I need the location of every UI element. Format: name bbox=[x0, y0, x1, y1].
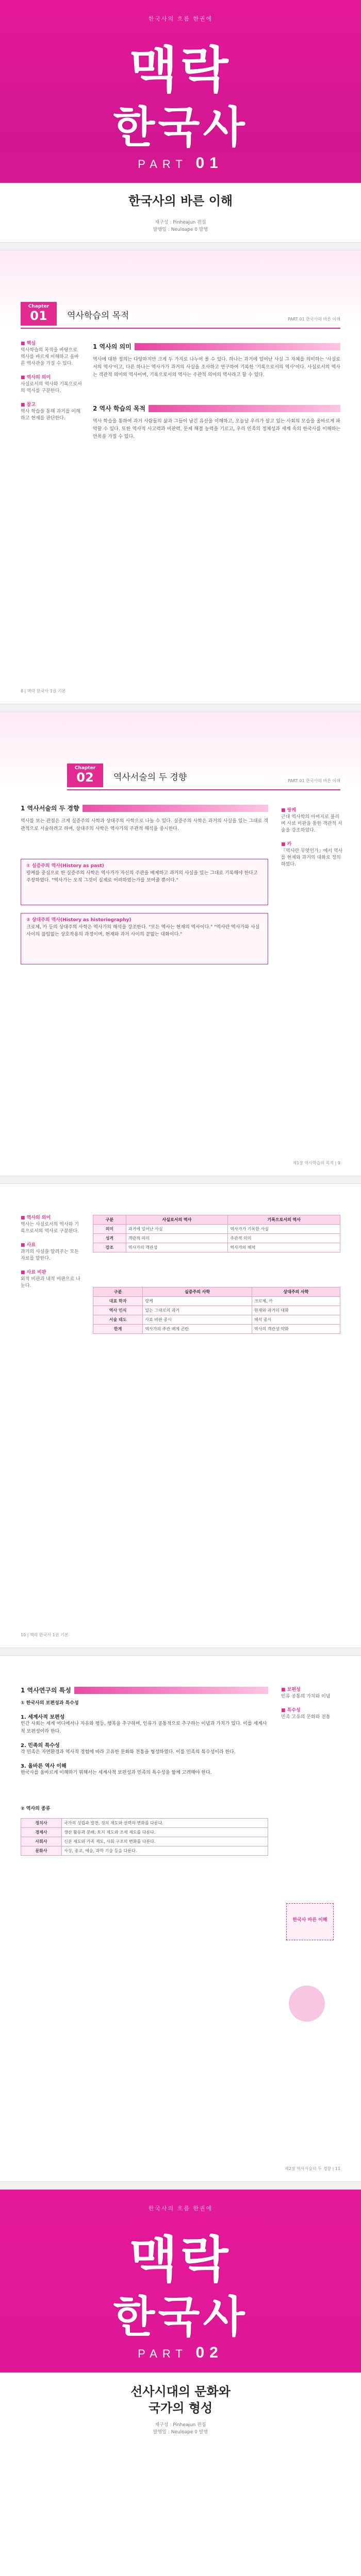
subsection-heading: ② 역사의 종류 bbox=[21, 1806, 51, 1811]
cover-credits bbox=[0, 2421, 361, 2436]
chapter-title: 역사서술의 두 경향 bbox=[113, 772, 187, 783]
sidebar-note-text: 역사 학습을 통해 과거를 이해하고 현재를 판단한다. bbox=[21, 409, 80, 421]
table-cell: 정치사 bbox=[21, 1819, 62, 1828]
sidebar-note-text: 역사학습의 목적을 바탕으로 역사를 바르게 이해하고 올바른 역사관을 가질 수 있다. bbox=[21, 348, 79, 366]
page-tables bbox=[0, 1184, 361, 1648]
side-note-text: 민족 고유의 문화와 전통 bbox=[281, 1715, 331, 1720]
page-separator bbox=[0, 1176, 361, 1184]
table-cell: 생산 활동과 분배, 토지 제도와 조세 제도를 다룬다. bbox=[62, 1828, 268, 1837]
sidebar-note-text: 역사는 사실로서의 역사와 기록으로서의 역사로 구분된다. bbox=[21, 1222, 79, 1234]
sidebar-note bbox=[21, 1269, 83, 1290]
sidebar-note-head: ■ 참고 bbox=[21, 402, 36, 408]
chapter-badge bbox=[21, 302, 57, 326]
table-cell: 주관적 의미 bbox=[228, 1234, 340, 1243]
sidebar-note bbox=[21, 375, 83, 395]
table-cell: 성격 bbox=[93, 1234, 126, 1243]
cover-title-line1: 맥락 bbox=[129, 2230, 232, 2289]
credit-line: 재구성 : Pinheajun 편집 bbox=[155, 220, 206, 225]
chapter-rule bbox=[21, 328, 340, 329]
sidebar-note bbox=[21, 341, 83, 367]
table-cell: 국가의 성립과 발전, 정치 제도와 권력의 변화를 다룬다. bbox=[62, 1819, 268, 1828]
side-notes bbox=[281, 807, 343, 868]
section-heading: 1 역사연구의 특성 bbox=[21, 1686, 74, 1694]
page-separator bbox=[0, 704, 361, 712]
sidebar-note-head: ■ 역사의 의미 bbox=[21, 375, 51, 380]
section-paragraph: 역사를 보는 관점은 크게 실증주의 사학과 상대주의 사학으로 나눌 수 있다. 실증주의 사학은 과거의 사실을 있는 그대로 객관적으로 서술하려고 하며, 상대주의 사학은 역사가의 주관적 해석을 중시한다. bbox=[21, 819, 268, 832]
page-chapter-01 bbox=[0, 250, 361, 704]
list-item-head: 3. 올바른 역사 이해 bbox=[21, 1764, 67, 1769]
table-cell: 한계 bbox=[93, 1325, 143, 1334]
table-cell: 현재와 과거의 대화 bbox=[252, 1306, 340, 1315]
page-footer: 제1장 역사학습의 목적 | 9 bbox=[292, 1161, 340, 1165]
sidebar-note-head: ■ 역사의 의미 bbox=[21, 1215, 51, 1221]
side-note-text: 『역사란 무엇인가』에서 역사를 현재와 과거의 대화로 정의하였다. bbox=[281, 849, 343, 867]
side-note bbox=[281, 1707, 343, 1721]
sidebar-note bbox=[21, 1242, 83, 1262]
table-cell: 랑케 bbox=[143, 1297, 252, 1306]
callout-text: 크로체, 카 등의 상대주의 사학은 역사가의 해석을 강조한다. "모든 역사는 현재의 역사이다." "역사란 역사가와 사실 사이의 끊임없는 상호작용의 과정이며, 현재와 과거 사이의 끝없는 대화이다." bbox=[26, 925, 260, 937]
page-separator bbox=[0, 242, 361, 250]
table-row bbox=[21, 1819, 268, 1828]
chapter-badge bbox=[67, 764, 103, 787]
table-cell: 역사가의 주관 배제 곤란 bbox=[143, 1325, 252, 1334]
list-item-text: 인간 사회는 세계 어디에서나 자유와 평등, 행복을 추구하며, 인류가 공통적으로 추구하는 이념과 가치가 있다. 이를 세계사적 보편성이라 한다. bbox=[21, 1721, 267, 1734]
list-item bbox=[21, 1761, 268, 1777]
table-row bbox=[93, 1297, 340, 1306]
item-list bbox=[21, 1713, 268, 1777]
credit-line: 발행일 : Neuloape 0 발행 bbox=[153, 2430, 208, 2435]
illustration-icon bbox=[289, 1986, 325, 2022]
side-note-text: 근대 역사학의 아버지로 불리며 사료 비판을 통한 객관적 서술을 강조하였다. bbox=[281, 815, 342, 833]
table-cell: 해석 중시 bbox=[252, 1315, 340, 1325]
table-header-row bbox=[93, 1215, 340, 1225]
history-types-table bbox=[21, 1818, 268, 1856]
chapter-title: 역사학습의 목적 bbox=[67, 311, 129, 321]
list-item-head: 1. 세계사적 보편성 bbox=[21, 1715, 65, 1720]
table-cell: 과거에 일어난 사실 bbox=[126, 1225, 228, 1234]
page-footer: 8 | 맥락 한국사 1권 기본 bbox=[21, 689, 66, 693]
part-word: PART bbox=[138, 2347, 188, 2360]
chapter-label: Chapter bbox=[74, 766, 96, 771]
table-cell: 경제사 bbox=[21, 1828, 62, 1837]
cover-subtitle: 한국사의 바른 이해 bbox=[128, 194, 233, 208]
cover-title-line2: 한국사 bbox=[113, 101, 248, 152]
subsection-heading: ① 한국사의 보편성과 특수성 bbox=[21, 1701, 79, 1706]
chapter-label: Chapter bbox=[28, 304, 50, 309]
table-cell: 객관적 의미 bbox=[126, 1234, 228, 1243]
page-footer: 제2장 역사서술의 두 경향 | 11 bbox=[285, 2166, 340, 2171]
cover-subtitle-line1: 선사시대의 문화와 bbox=[130, 2384, 231, 2399]
table-cell: 문화사 bbox=[21, 1846, 62, 1856]
cover-credits bbox=[0, 219, 361, 233]
cover-part-label bbox=[0, 155, 361, 172]
table-row bbox=[21, 1846, 268, 1856]
table-cell: 사료 비판 중시 bbox=[143, 1315, 252, 1325]
cover-title-line2: 한국사 bbox=[113, 2291, 248, 2342]
cover-part-label bbox=[0, 2344, 361, 2362]
table-header: 실증주의 사학 bbox=[143, 1287, 252, 1297]
table-cell: 사회사 bbox=[21, 1837, 62, 1846]
sidebar-note bbox=[21, 1215, 83, 1235]
table-row bbox=[93, 1225, 340, 1234]
table-row bbox=[21, 1837, 268, 1846]
table-cell: 사상, 종교, 예술, 과학 기술 등을 다룬다. bbox=[62, 1846, 268, 1856]
list-item-text: 한국사를 올바르게 이해하기 위해서는 세계사적 보편성과 민족의 특수성을 함께 고려해야 한다. bbox=[21, 1770, 212, 1775]
table-cell: 강조 bbox=[93, 1243, 126, 1252]
table-row bbox=[93, 1243, 340, 1252]
table-cell: 역사가의 객관성 bbox=[126, 1243, 228, 1252]
table-row bbox=[93, 1306, 340, 1315]
side-note bbox=[281, 1687, 343, 1700]
cover-topline: 한국사의 흐름 한권에 bbox=[148, 15, 213, 22]
illustration-badge bbox=[286, 1903, 334, 1940]
side-note-head: ■ 카 bbox=[281, 842, 292, 847]
table-header: 구분 bbox=[93, 1215, 126, 1225]
page-footer: 10 | 맥락 한국사 1권 기본 bbox=[21, 1633, 69, 1637]
side-note-text: 인류 공통의 가치와 이념 bbox=[281, 1694, 331, 1699]
sidebar-notes bbox=[21, 1215, 83, 1290]
chapter-rule bbox=[67, 789, 340, 790]
section-heading: 2 역사 학습의 목적 bbox=[93, 404, 149, 413]
table-row bbox=[93, 1234, 340, 1243]
section-heading: 1 역사의 의미 bbox=[93, 342, 135, 351]
part-note: PART 01 한국사의 바른 이해 bbox=[288, 317, 340, 321]
list-item-head: 2. 민족의 특수성 bbox=[21, 1743, 60, 1749]
table-cell: 역사의 객관성 약화 bbox=[252, 1325, 340, 1334]
table-header: 구분 bbox=[93, 1287, 143, 1297]
table-cell: 서술 태도 bbox=[93, 1315, 143, 1325]
part-note: PART 01 한국사의 바른 이해 bbox=[288, 778, 340, 783]
cover-part-02 bbox=[0, 2190, 361, 2576]
section-heading: 1 역사서술의 두 경향 bbox=[21, 804, 83, 812]
sidebar-note-head: ■ 사료 비판 bbox=[21, 1270, 46, 1275]
sidebar-note bbox=[21, 402, 83, 422]
callout-box bbox=[21, 859, 268, 905]
part-word: PART bbox=[138, 158, 188, 171]
chapter-number: 02 bbox=[76, 770, 94, 785]
callout-head: ① 실증주의 역사(History as past) bbox=[26, 863, 104, 869]
badge-text: 한국사 바른 이해 bbox=[292, 1918, 327, 1923]
side-note-head: ■ 특수성 bbox=[281, 1708, 301, 1713]
page-chapter-02 bbox=[0, 712, 361, 1176]
sidebar-note-text: 과거의 사실을 알려주는 모든 자료를 말한다. bbox=[21, 1249, 79, 1261]
part-number: 01 bbox=[195, 155, 223, 172]
table-cell: 있는 그대로의 과거 bbox=[143, 1306, 252, 1315]
cover-title-line1: 맥락 bbox=[129, 41, 232, 99]
table-header: 기록으로서의 역사 bbox=[228, 1215, 340, 1225]
list-item bbox=[21, 1713, 268, 1736]
chapter-number: 01 bbox=[30, 309, 47, 323]
side-notes bbox=[281, 1687, 343, 1721]
list-item-text: 각 민족은 자연환경과 역사적 경험에 따라 고유한 문화와 전통을 형성하였다. 이를 민족의 특수성이라 한다. bbox=[21, 1750, 236, 1755]
comparison-table-1 bbox=[93, 1215, 340, 1252]
comparison-table-2 bbox=[93, 1287, 340, 1334]
table-cell: 신분 제도와 가족 제도, 사회 구조의 변화를 다룬다. bbox=[62, 1837, 268, 1846]
section-paragraph: 역사에 대한 정의는 다양하지만 크게 두 가지로 나누어 볼 수 있다. 하나는 과거에 일어난 사실 그 자체를 의미하는 '사실로서의 역사'이고, 다른 하나는 역사가가 과거의 사실을 조사하고 연구하여 기록한 '기록으로서의 역사'이다. 사실로서의 역사는 객관적 의미의 역사이며, 기록으로서의 역사는 주관적 의미의 역사라고 할 수 있다. bbox=[93, 357, 340, 378]
table-cell: 크로체, 카 bbox=[252, 1297, 340, 1306]
table-header: 사실로서의 역사 bbox=[126, 1215, 228, 1225]
cover-subtitle-line2: 국가의 형성 bbox=[148, 2401, 213, 2415]
callout-head: ② 상대주의 역사(History as historiography) bbox=[26, 918, 132, 923]
table-row bbox=[93, 1325, 340, 1334]
page-separator bbox=[0, 2181, 361, 2190]
sidebar-note-head: ■ 사료 bbox=[21, 1243, 36, 1248]
table-row bbox=[21, 1828, 268, 1837]
side-note bbox=[281, 841, 343, 868]
credit-line: 재구성 : Pinheajun 편집 bbox=[155, 2422, 206, 2428]
table-cell: 역사 인식 bbox=[93, 1306, 143, 1315]
list-item bbox=[21, 1741, 268, 1756]
cover-part-01 bbox=[0, 0, 361, 242]
side-note bbox=[281, 807, 343, 834]
sidebar-note-text: 외적 비판과 내적 비판으로 나눈다. bbox=[21, 1277, 80, 1289]
side-note-head: ■ 랑케 bbox=[281, 808, 297, 813]
part-number: 02 bbox=[195, 2344, 223, 2361]
side-note-head: ■ 보편성 bbox=[281, 1687, 301, 1692]
sidebar-note-head: ■ 핵심 bbox=[21, 341, 36, 346]
table-cell: 대표 학자 bbox=[93, 1297, 143, 1306]
table-cell: 의미 bbox=[93, 1225, 126, 1234]
sidebar-note-text: 사실로서의 역사와 기록으로서의 역사를 구분한다. bbox=[21, 382, 82, 394]
page-separator bbox=[0, 1648, 361, 1656]
credit-line: 발행일 : Neuloape 0 발행 bbox=[153, 227, 208, 232]
page-section bbox=[0, 1656, 361, 2181]
table-cell: 역사가의 해석 bbox=[228, 1243, 340, 1252]
table-row bbox=[93, 1315, 340, 1325]
callout-box bbox=[21, 913, 268, 964]
cover-topline: 한국사의 흐름 한권에 bbox=[148, 2205, 213, 2212]
sidebar-notes bbox=[21, 341, 83, 422]
table-header: 상대주의 사학 bbox=[252, 1287, 340, 1297]
callout-text: 랑케를 중심으로 한 실증주의 사학은 역사가가 자신의 주관을 배제하고 과거의 사실을 있는 그대로 기록해야 한다고 주장하였다. "역사가는 오직 그것이 실제로 어떠하였는가를 보여줄 뿐이다." bbox=[26, 871, 258, 883]
table-cell: 역사가가 기록한 사실 bbox=[228, 1225, 340, 1234]
table-header-row bbox=[93, 1287, 340, 1297]
section-paragraph: 역사 학습을 통하여 과거 사람들의 삶과 그들이 남긴 유산을 이해하고, 오늘날 우리가 살고 있는 사회의 모습을 올바르게 파악할 수 있다. 또한 역사적 사고력과 비판력, 문제 해결 능력을 기르고, 우리 민족의 정체성과 세계 속의 한국사를 이해하는 안목을 가질 수 있다. bbox=[93, 419, 340, 439]
